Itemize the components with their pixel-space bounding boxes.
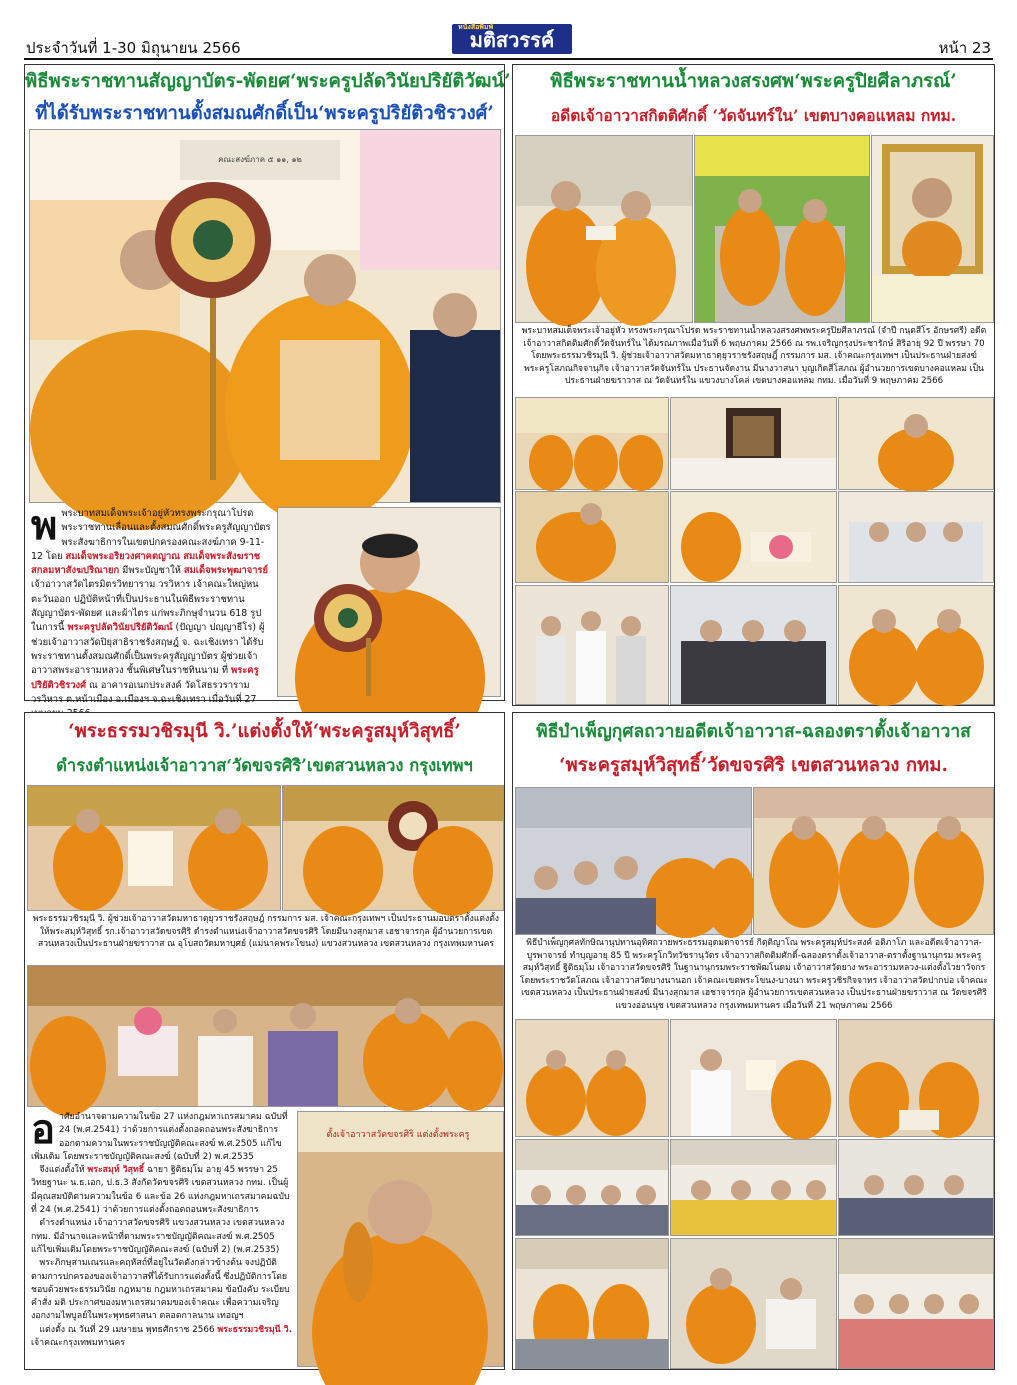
photo-merit-1 — [515, 787, 752, 935]
article-4-title-line-1: พิธีบำเพ็ญกุศลถวายอดีตเจ้าอาวาส-ฉลองตราตั้งเจ้าอาวาส — [536, 722, 971, 742]
article-2-title-line-1: พิธีพระราชทานน้ำหลวงสรงศพ‘พระครูปิยศีลาภรณ์’ — [550, 71, 957, 92]
photo-funeral-8 — [670, 585, 837, 705]
article-panel-2 — [512, 64, 995, 706]
photo-funeral-2 — [670, 397, 837, 490]
photo-merit-2 — [753, 787, 994, 935]
photo-funeral-7 — [515, 585, 669, 705]
photo-merit-5 — [838, 1019, 994, 1137]
masthead-logo: หนังสือพิมพ์ มติสวรรค์ — [452, 24, 572, 54]
article-4-caption: พิธีบำเพ็ญกุศลทักษิณานุปทานอุทิศถวายพระธรรมอุดมดาจารย์ กิตฺติญาโณ พระครูสมุห์ประสงค์ อติภาโภ และอดีตเจ้าอาวาส-บูรพาจารย์ ทำบุญอายุ 85 ปี พระครูโกวิทวัชรานุวัตร เจ้าอาวาสกิตติมศักดิ์-ฉลองตราตั้งเจ้าอาวาส-ตราตั้งฐานานุกรม พระครูสมุห์วิสุทธิ์ ฐิติธมฺโม เจ้าอาวาสวัดขจรศิริ ในฐานานุกรมพระราชพัฒโนดม เจ้าอาวาสวัดยาง พระอารามหลวง-แต่งตั้งไวยาวัจกร โดยพระราชวัตโสภณ เจ้าอาวาสวัดบางนานอก เจ้าคณะเขตพระโขนง-บางนา พระครูวชิรกิจจาทร เจ้าอาวาสวัดปากบ่อ เจ้าคณะเขตสวนหลวง เป็นประธานฝ่ายสงฆ์ มีนางสุกมาส เฮชาจารกุล ผู้อำนวยการเขตสวนหลวง เป็นประธานฝ่ายฆราวาส ณ วัดขจรศิริ แขวงอ่อนนุช เขตสวนหลวง กรุงเทพมหานคร เมื่อวันที่ 21 พฤษภาคม 2566 — [520, 938, 988, 1011]
photo-funeral-4 — [515, 491, 669, 583]
photo-funeral-3 — [838, 397, 994, 490]
article-3-title-line-2: ดำรงตำแหน่งเจ้าอาวาส‘วัดขจรศิริ’เขตสวนหลวง กรุงเทพฯ — [56, 756, 473, 775]
photo-merit-3 — [515, 1019, 669, 1137]
photo-merit-4 — [670, 1019, 837, 1137]
article-3-title-line-1: ‘พระธรรมวชิรมุนี วิ.’แต่งตั้งให้‘พระครูสมุห์วิสุทธิ์’ — [68, 721, 461, 742]
photo-appointment-1 — [27, 785, 281, 911]
article-panel-1 — [24, 64, 511, 705]
article-1-title-line-2: ที่ได้รับพระราชทานตั้งสมณศักดิ์เป็น‘พระครูปริยัติวชิรวงศ์’ — [35, 103, 494, 124]
photo-merit-7 — [670, 1139, 837, 1236]
photo-merit-9 — [515, 1238, 669, 1369]
photo-funeral-1 — [515, 397, 669, 490]
photo-funeral-9 — [838, 585, 994, 705]
article-1-title-line-1: พิธีพระราชทานสัญญาบัตร-พัดยศ‘พระครูปลัดวินัยปริยัติวัฒน์’ — [25, 71, 511, 92]
appointment-banner-text: ตั้งเจ้าอาวาสวัดขจรศิริ แต่งตั้งพระครู — [326, 1130, 470, 1140]
photo-funeral-6 — [838, 491, 994, 583]
ceremony-main-photo — [29, 129, 501, 503]
article-panel-3 — [24, 712, 505, 1370]
photo-appointment-2 — [282, 785, 504, 911]
article-1-body: พพระบาทสมเด็จพระเจ้าอยู่หัวทรงพระกรุณาโปรดพระราชทานเลื่อนและตั้งสมณศักดิ์พระครูสัญญาบัตร พระสังฆาธิการในเขตปกครองคณะสงฆ์ภาค 9-11-12 โดย สมเด็จพระอริยวงศาคตญาณ สมเด็จพระสังฆราช สกลมหาสังฆปริณายก มีพระบัญชาให้ สมเด็จพระพุฒาจารย์ เจ้าอาวาสวัดไตรมิตรวิทยาราม วรวิหาร เจ้าคณะใหญ่หนตะวันออก ปฏิบัติหน้าที่เป็นประธานในพิธีพระราชทานสัญญาบัตร-พัดยศ และผ้าไตร แก่พระภิกษุจำนวน 618 รูป ในการนี้ พระครูปลัดวินัยปริยัติวัฒน์ (ปัญญา ปญฺญาธีโร) ผู้ช่วยเจ้าอาวาสวัดปิยุสาธิราชรังสฤษฎ์ จ. ฉะเชิงเทรา ได้รับพระราชทานตั้งสมณศักดิ์เป็นพระครูสัญญาบัตร ผู้ช่วยเจ้าอาวาสพระอารามหลวง ชั้นพิเศษในราชทินนาม ที่ พระครูปริยัติวชิรวงศ์ ณ อาคารอเนกประสงค์ วัดโสธรวรารามวรวิหาร ต.หน้าเมือง อ.เมืองฯ จ.ฉะเชิงเทรา เมื่อวันที่ 27 — [31, 502, 271, 705]
photo-merit-10 — [670, 1238, 837, 1369]
photo-royal-bathing-2 — [694, 135, 870, 323]
photo-merit-8 — [838, 1139, 994, 1236]
photo-funeral-5 — [670, 491, 837, 583]
page-number: หน้า 23 — [938, 39, 991, 57]
photo-merit-11 — [838, 1238, 994, 1369]
article-2-caption: พระบาทสมเด็จพระเจ้าอยู่หัว ทรงพระกรุณาโปรด พระราชทานน้ำหลวงสรงศพพระครูปิยศีลาภรณ์ (จำปี กนฺตสีโร อักษรศรี) อดีตเจ้าอาวาสกิตติมศักดิ์วัดจันทร์ใน ได้มรณภาพเมื่อวันที่ 6 พฤษภาคม 2566 ณ รพ.เจริญกรุงประชารักษ์ สิริอายุ 92 ปี พรรษา 70 โดยพระธรรมวชิรมุนี วิ. ผู้ช่วยเจ้าอาวาสวัดมหาธาตุยุวราชรังสฤษฎิ์ กรรมการ มส. เจ้าคณะกรุงเทพฯ เป็นประธานฝ่ายสงฆ์พระครูโสภณกิจจานุกิจ เจ้าอาวาสวัดจันทร์ใน ประธานจัดงาน มีนางวาสนา บุญเกิดสีโสภณ ผู้อำนวยการเขตบางคอแหลม เป็นประธานฝ่ายฆราวาส ณ วัดจันทร์ใน แขวงบางโคล่ เขตบางคอแหลม กทม. เมื่อวันที่ 9 พฤษภาคม 2566 — [521, 326, 987, 387]
header-rule — [24, 58, 993, 60]
photo-deceased-portrait — [871, 135, 994, 323]
monk-portrait-photo — [277, 507, 501, 697]
issue-date: ประจำวันที่ 1-30 มิถุนายน 2566 — [26, 39, 241, 57]
photo-appointment-3 — [27, 965, 504, 1107]
article-4-title-line-2: ‘พระครูสมุห์วิสุทธิ์’วัดขจรศิริ เขตสวนหลวง กทม. — [559, 755, 948, 776]
article-panel-4 — [512, 712, 995, 1370]
banner-text: คณะสงฆ์ภาค ๕ ๑๑, ๑๒ — [218, 155, 302, 164]
article-3-body: อาศัยอำนาจตามความในข้อ 27 แห่งกฎมหาเถรสมาคม ฉบับที่ 24 (พ.ศ.2541) ว่าด้วยการแต่งตั้งถอดถอนพระสังฆาธิการ ออกตามความในพระราชบัญญัติคณะสงฆ์ พ.ศ.2505 แก้ไขเพิ่มเติม โดยพระราชบัญญัติคณะสงฆ์ (ฉบับที่ 2) พ.ศ.2535 จึงแต่งตั้งให้ พระสมุห์ วิสุทธิ์ ฉายา ฐิติธมฺโม อายุ 45 พรรษา 25 วิทยฐานะ น.ธ.เอก, ป.ธ.3 สังกัดวัดขจรศิริ เขตสวนหลวง กทม. เป็นผู้มีคุณสมบัติตามความในข้อ 6 และข้อ 26 แห่งกฎมหาเถรสมาคมฉบับที่ 24 (พ.ศ.2541) ว่าด้วยการแต่งตั้งถอดถอนพระสังฆาธิการ ดำรงตำแหน่ง เจ้าอาวาสวัดขจรศิริ แขวงสวนหลวง เขตสวนหลวง กทม. มีอำนาจและหน้าที่ตามพระราชบัญญัติคณะสงฆ์ พ.ศ.2505 แก้ไขเพิ่มเติมโดยพระราชบัญญัติคณะสงฆ์ (ฉบับที่ 2) (พ.ศ.2535) พระภิกษุสามเณรและคฤหัสถ์ที่อยู่ในวัดดังกล่าวข้างต้น จงปฏิบัติตามการปกครองของเจ้าอาวาสที่ได้รับการแต่งตั้งนี้ ซึ่งปฏิบัติการโดยชอบด้วยพระธรรมวินัย กฎหมาย กฎมหาเถรสมาคม ข้อบังคับ ระเบียบ คำสั่ง มติ ประกาศของมหาเถรสมาคมของเจ้าคณะ เพื่อความเจริญงอกงามไพบูลย์ในพระพุทธศาสนา ตลอดกาลนาน เทอญฯ แต่งตั้ง ณ วันที่ 29 เมษายน พุทธศักราช 2566 พระธรรมวชิรมุนี วิ. เจ้าคณะกรุงเทพมหานคร — [31, 1106, 293, 1349]
article-2-title-line-2: อดีตเจ้าอาวาสกิตติศักดิ์ ‘วัดจันทร์ใน’ เขตบางคอแหลม กทม. — [550, 106, 957, 125]
article-3-caption: พระธรรมวชิรมุนี วิ. ผู้ช่วยเจ้าอาวาสวัดมหาธาตุยุวราชรังสฤษฎ์ กรรมการ มส. เจ้าคณะกรุงเทพฯ เป็นประธานมอบตราตั้งแต่งตั้งให้พระสมุห์วิสุทธิ์ รก.เจ้าอาวาสวัดขจรศิริ ดำรงตำแหน่งเจ้าอาวาสวัดขจรศิริ โดยมีนางสุกมาส เฮชาจารกุล ผู้อำนวยการเขตสวนหลวงเป็นประธานฝ่ายฆราวาส ณ อุโบสถวัดมหาบุศย์ (แม่นาคพระโขนง) แขวงสวนหลวง เขตสวนหลวง กรุงเทพมหานคร — [33, 914, 499, 950]
abbot-portrait-photo — [297, 1111, 504, 1367]
photo-royal-bathing-1 — [515, 135, 693, 323]
photo-merit-6 — [515, 1139, 669, 1236]
